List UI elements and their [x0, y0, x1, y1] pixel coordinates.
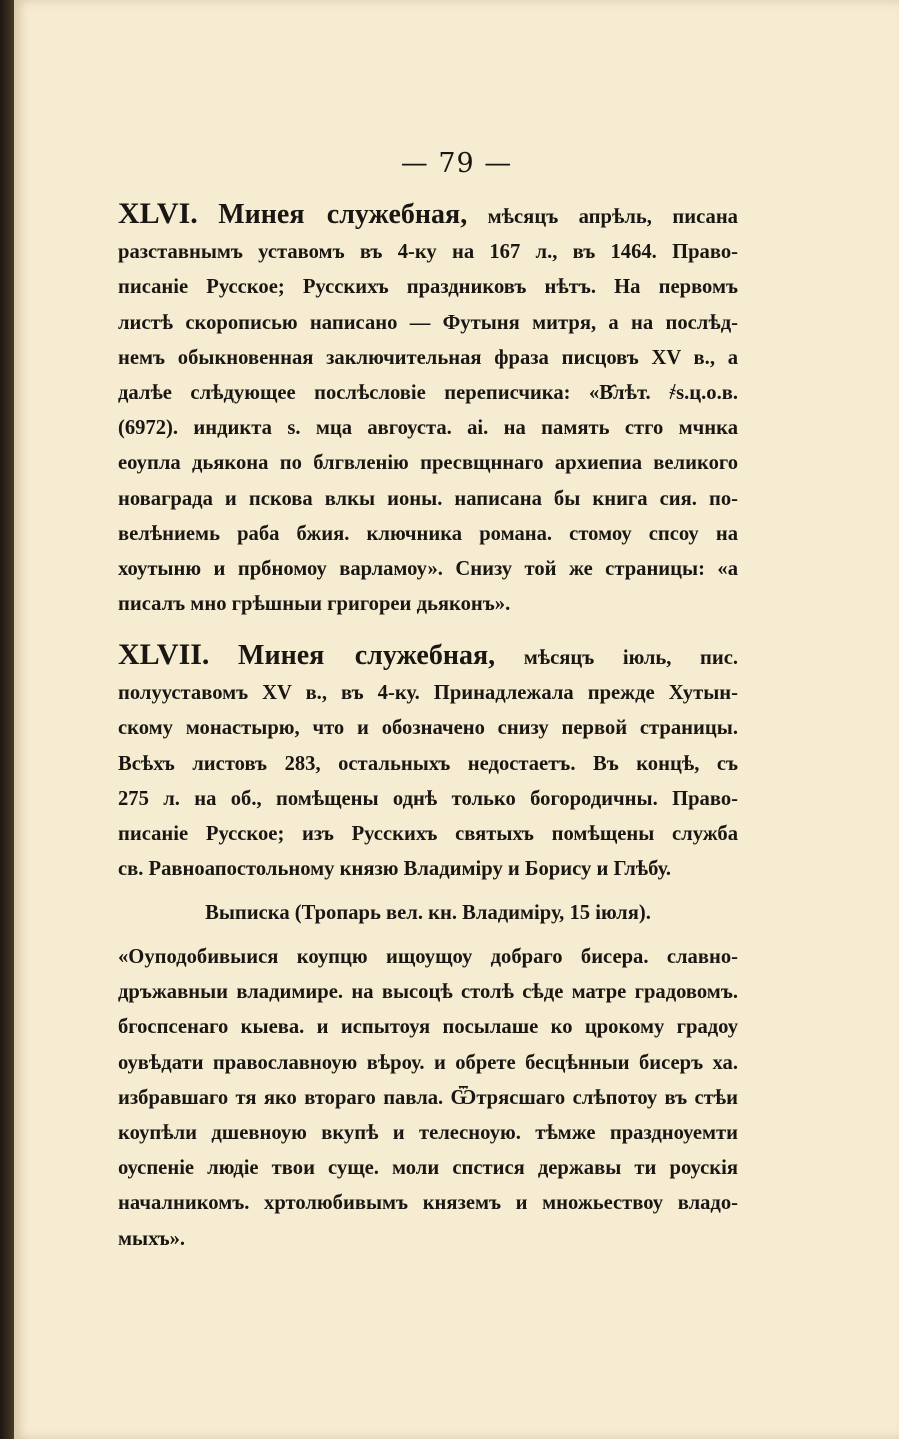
entry-46-numeral: XLVI.	[118, 197, 198, 230]
excerpt-line-5: коупѣли дшевноую вкупѣ и телесноую. тѣмже праздноуемти	[118, 1122, 738, 1145]
entry-46-line-5: далѣе слѣдующее послѣсловіе переписчика: «В҄лѣт. ҂ѕ.ц.о.в.	[118, 382, 738, 405]
entry-47	[118, 637, 738, 887]
excerpt-line-0: «Оуподобивыися коупцю ищоущоу добраго бисера. славно-	[118, 946, 738, 968]
entry-46-line-7: еоупла дьякона по блгвленію пресвщннаго архиепиа великого	[118, 452, 738, 475]
entry-46-line-1: разставнымъ уставомъ въ 4-ку на 167 л., въ 1464. Право-	[118, 241, 738, 264]
entry-47-line-1: полууставомъ XV в., въ 4-ку. Принадлежала прежде Хутын-	[118, 682, 738, 705]
excerpt-line-2: бгоспсенаго кыева. и испытоуя посылаше ко црокому градоу	[118, 1016, 738, 1039]
entry-46-line-8: новаграда и пскова влкы ионы. написана бы книга сия. по-	[118, 487, 738, 510]
excerpt-line-8: мыхъ».	[118, 1227, 186, 1250]
entry-46-line-0: мѣсяцъ апрѣль, писана	[487, 206, 738, 228]
entry-47-line-3: Всѣхъ листовъ 283, остальныхъ недостаетъ. Въ концѣ, съ	[118, 752, 738, 775]
entry-47-heading-line	[118, 637, 738, 676]
entry-47-line-5: писаніе Русское; изъ Русскихъ святыхъ помѣщены служба	[118, 823, 738, 846]
excerpt-line-6: оуспеніе людіе твои суще. моли спстися державы ти роускія	[118, 1157, 738, 1180]
excerpt-line-7: началникомъ. хртолюбивымъ княземъ и множьествоу владо-	[118, 1192, 738, 1215]
entry-47-title: Минея служебная,	[238, 640, 496, 671]
excerpt-line-1: дръжавныи владимире. на высоцѣ столѣ сѣде матре градовомъ.	[118, 981, 738, 1004]
entry-46-line-6: (6972). индикта ѕ. мца авгоуста. аі. на память стго мчнка	[118, 417, 738, 440]
entry-46-line-10: хоутыню и прбномоу варламоу». Снизу той же страницы: «а	[118, 558, 738, 581]
excerpt-body	[118, 940, 738, 1257]
entry-47-line-2: скому монастырю, что и обозначено снизу первой страницы.	[118, 717, 738, 740]
entry-46-line-4: немъ обыкновенная заключительная фраза писцовъ XV в., а	[118, 346, 738, 369]
entry-46-heading-line	[118, 196, 738, 235]
entry-46-line-2: писаніе Русское; Русскихъ праздниковъ нѣтъ. На первомъ	[118, 276, 738, 299]
excerpt-line-3: оувѣдати православноую вѣроу. и обрете бесцѣнныи бисеръ ха.	[118, 1051, 738, 1074]
entry-46-line-9: велѣниемь раба бжия. ключника романа. стомоу спсоу на	[118, 522, 738, 545]
entry-47-line-0: мѣсяцъ іюль, пис.	[523, 647, 739, 669]
page-number: — 79 —	[400, 148, 513, 179]
entry-47-numeral: XLVII.	[118, 638, 210, 671]
entry-46-line-11: писалъ мно грѣшныи григореи дьяконъ».	[118, 593, 511, 616]
entry-47-line-6: св. Равноапостольному князю Владиміру и Борису и Глѣбу.	[118, 858, 672, 881]
entry-46	[118, 196, 738, 622]
entry-47-line-4: 275 л. на об., помѣщены однѣ только богородичны. Право-	[118, 787, 738, 810]
book-spine	[0, 0, 14, 1439]
excerpt-title: Выписка (Тропарь вел. кн. Владиміру, 15 іюля).	[205, 902, 651, 924]
entry-46-title: Минея служебная,	[218, 199, 468, 230]
excerpt	[118, 896, 738, 931]
excerpt-line-4: избравшаго тя яко втораго павла. Ѿтрясшаго слѣпотоу въ стѣи	[118, 1086, 738, 1109]
book-page	[14, 0, 899, 1439]
entry-46-line-3: листѣ скорописью написано — Футыня митря, а на послѣд-	[118, 311, 738, 334]
